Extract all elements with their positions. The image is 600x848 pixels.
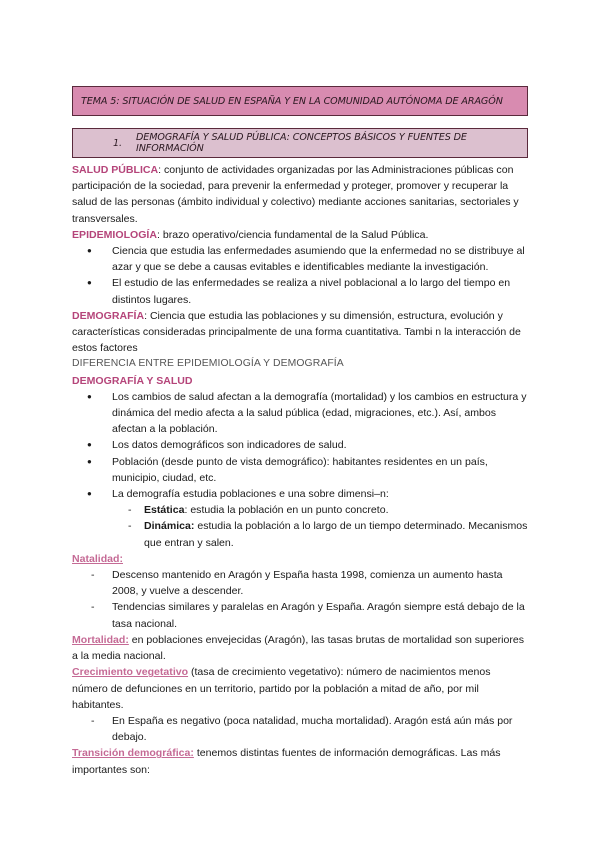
mortalidad-heading: Mortalidad:: [72, 633, 129, 646]
list-item: - Descenso mantenido en Aragón y España hasta 1998, comienza un aumento hasta 2008, y vuelve a descender.: [72, 567, 528, 599]
list-item: - Tendencias similares y paralelas en Aragón y España. Aragón siempre está debajo de la tasa nacional.: [72, 599, 528, 631]
demografia-definition: : Ciencia que estudia las poblaciones y su dimensión, estructura, evolución y características consideradas principalmente de una forma cuantitativa. Tambi n la interacción de estos factores: [72, 309, 521, 355]
crecimiento-paragraph: [72, 664, 528, 713]
crecimiento-heading: Crecimiento vegetativo: [72, 666, 189, 679]
list-item: ● La demografía estudia poblaciones e una sobre dimensi–n:: [72, 486, 528, 502]
demografia-paragraph: [72, 308, 528, 357]
section-title-box: [72, 128, 528, 158]
transicion-paragraph: [72, 745, 528, 777]
list-item: - En España es negativo (poca natalidad, mucha mortalidad). Aragón está aún más por debajo.: [72, 713, 528, 745]
list-item: ● Población (desde punto de vista demográfico): habitantes residentes en un país, municipio, ciudad, etc.: [72, 454, 528, 486]
epidemiologia-paragraph: [72, 227, 528, 243]
dimension-sublist: [72, 502, 528, 551]
list-item: [72, 502, 528, 518]
transicion-heading: Transición demográfica:: [72, 747, 194, 760]
crecimiento-list: [72, 713, 528, 745]
crecimiento-text: (tasa de crecimiento vegetativo): número de nacimientos menos número de defunciones en un territorio, partido por la población a mitad de año, por mil habitantes.: [72, 666, 491, 711]
list-item: [72, 518, 528, 550]
document-body: [72, 162, 528, 778]
mortalidad-text: en poblaciones envejecidas (Aragón), las tasas brutas de mortalidad son superiores a la media nacional.: [72, 633, 524, 663]
section-number: 1.: [113, 137, 122, 149]
mortalidad-paragraph: [72, 632, 528, 664]
diferencia-heading: DIFERENCIA ENTRE EPIDEMIOLOGÍA Y DEMOGRAFÍA: [72, 358, 344, 370]
topic-title-box: [72, 86, 528, 116]
epidemiologia-list: [72, 243, 528, 308]
list-item: ● Los cambios de salud afectan a la demografía (mortalidad) y los cambios en estructura y dinámica del medio afecta a la salud pública (edad, migraciones, etc.). Así, ambos afectan a la población.: [72, 389, 528, 438]
dinamica-term: Dinámica:: [144, 520, 195, 533]
epidemiologia-term: EPIDEMIOLOGÍA: [72, 228, 157, 241]
list-item: ● Ciencia que estudia las enfermedades asumiendo que la enfermedad no se distribuye al azar y que se debe a causas evitables e identificables mediante la investigación.: [72, 243, 528, 275]
demografia-salud-heading: DEMOGRAFÍA Y SALUD: [72, 374, 193, 387]
list-item: ● El estudio de las enfermedades se realiza a nivel poblacional a lo largo del tiempo en distintos lugares.: [72, 275, 528, 307]
natalidad-list: [72, 567, 528, 632]
epidemiologia-definition: : brazo operativo/ciencia fundamental de la Salud Pública.: [156, 228, 429, 241]
dinamica-text: estudia la población a lo largo de un tiempo determinado. Mecanismos que entran y salen.: [144, 520, 528, 549]
salud-publica-term: SALUD PÚBLICA: [72, 164, 159, 176]
topic-title: TEMA 5: SITUACIÓN DE SALUD EN ESPAÑA Y EN LA COMUNIDAD AUTÓNOMA DE ARAGÓN: [81, 95, 503, 107]
estatica-text: : estudia la población en un punto concreto.: [184, 504, 389, 517]
estatica-term: Estática: [144, 504, 185, 517]
list-item: ● Los datos demográficos son indicadores de salud.: [72, 437, 528, 453]
salud-publica-definition: : conjunto de actividades organizadas por las Administraciones públicas con participación de la sociedad, para prevenir la enfermedad y proteger, promover y recuperar la salud de las personas (ámbito individual y colectivo) mediante acciones sanitarias, sectoriales y transversales.: [72, 164, 519, 225]
section-title: DEMOGRAFÍA Y SALUD PÚBLICA: CONCEPTOS BÁSICOS Y FUENTES DE INFORMACIÓN: [135, 132, 467, 154]
demografia-salud-list: [72, 389, 528, 502]
demografia-term: DEMOGRAFÍA: [72, 309, 145, 322]
salud-publica-paragraph: [72, 162, 528, 227]
natalidad-heading: Natalidad:: [72, 552, 123, 565]
transicion-text: tenemos distintas fuentes de información demográficas. Las más importantes son:: [72, 747, 501, 776]
